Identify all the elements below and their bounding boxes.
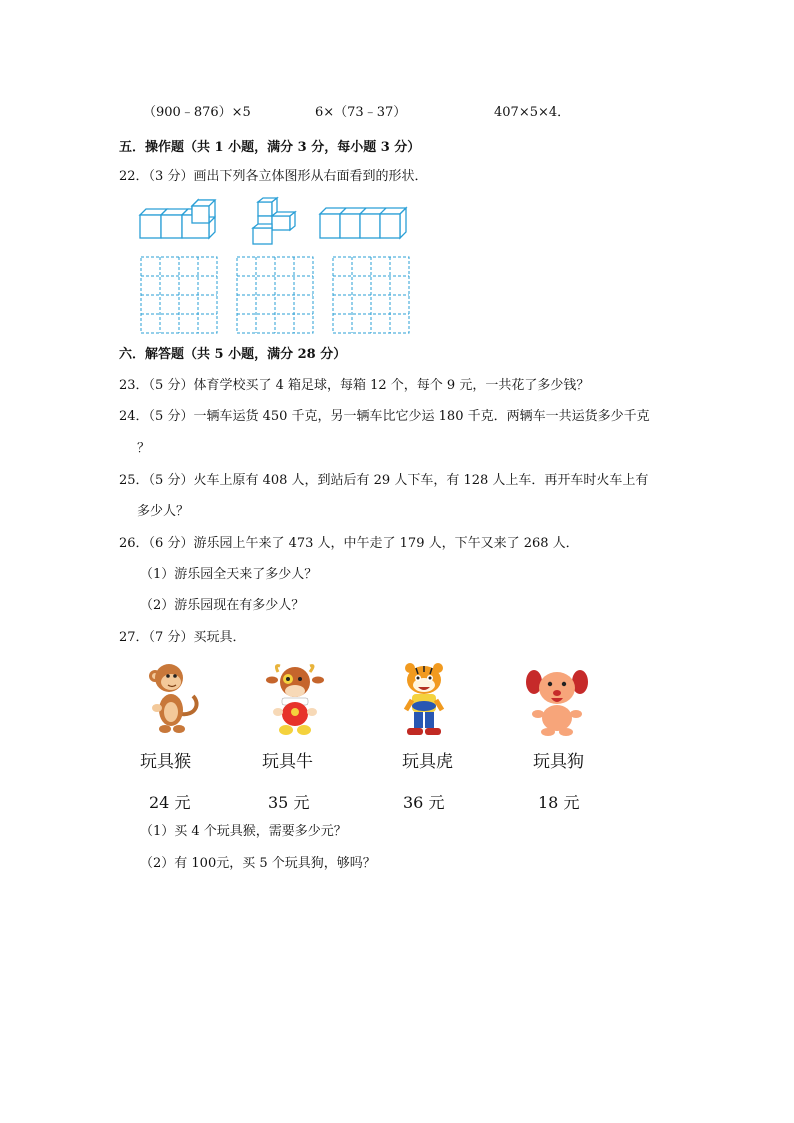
toy-price-dog: 18 元 bbox=[538, 793, 580, 812]
question-26-sub1: （1）游乐园全天来了多少人？ bbox=[140, 567, 318, 582]
calc-expr-3: 407×5×4． bbox=[494, 105, 571, 120]
question-27-sub1: （1）买 4 个玩具猴，需要多少元？ bbox=[140, 824, 347, 839]
calc-expr-2: 6×（73﹣37） bbox=[315, 105, 407, 120]
drawing-grid-3[interactable] bbox=[333, 257, 409, 333]
cube-figure-3 bbox=[320, 208, 410, 240]
cube-figure-2 bbox=[250, 198, 300, 246]
toy-price-cow: 35 元 bbox=[268, 793, 310, 812]
question-27-sub2: （2）有 100元，买 5 个玩具狗，够吗？ bbox=[140, 856, 376, 871]
toy-price-monkey: 24 元 bbox=[149, 793, 191, 812]
drawing-grid-1[interactable] bbox=[141, 257, 217, 333]
section6-heading: 六．解答题（共 5 小题，满分 28 分） bbox=[119, 347, 347, 362]
question-22: 22．（3 分）画出下列各立体图形从右面看到的形状． bbox=[119, 169, 428, 184]
toy-name-tiger: 玩具虎 bbox=[402, 752, 453, 772]
tiger-icon bbox=[396, 660, 456, 740]
cow-icon bbox=[266, 662, 326, 738]
question-24-line1: 24．（5 分）一辆车运货 450 千克，另一辆车比它少运 180 千克．两辆车一共运货多少千克 bbox=[119, 409, 650, 424]
toy-price-tiger: 36 元 bbox=[403, 793, 445, 812]
cube-figure-1 bbox=[140, 200, 220, 240]
monkey-icon bbox=[143, 656, 203, 736]
question-26-sub2: （2）游乐园现在有多少人？ bbox=[140, 598, 305, 613]
calc-expr-1: （900﹣876）×5 bbox=[143, 105, 251, 120]
question-23: 23．（5 分）体育学校买了 4 箱足球，每箱 12 个，每个 9 元，一共花了多少钱？ bbox=[119, 378, 590, 393]
question-26: 26．（6 分）游乐园上午来了 473 人，中午走了 179 人，下午又来了 268 人． bbox=[119, 536, 579, 551]
toy-name-monkey: 玩具猴 bbox=[140, 752, 191, 772]
question-24-line2: ？ bbox=[137, 441, 151, 456]
toy-name-cow: 玩具牛 bbox=[262, 752, 313, 772]
dog-icon bbox=[524, 666, 590, 738]
toy-name-dog: 玩具狗 bbox=[533, 752, 584, 772]
drawing-grid-2[interactable] bbox=[237, 257, 313, 333]
question-25-line1: 25．（5 分）火车上原有 408 人，到站后有 29 人下车，有 128 人上车．再开车时火车上有 bbox=[119, 473, 649, 488]
section5-heading: 五．操作题（共 1 小题，满分 3 分，每小题 3 分） bbox=[119, 140, 421, 155]
question-25-line2: 多少人？ bbox=[137, 504, 190, 519]
question-27: 27．（7 分）买玩具． bbox=[119, 630, 246, 645]
